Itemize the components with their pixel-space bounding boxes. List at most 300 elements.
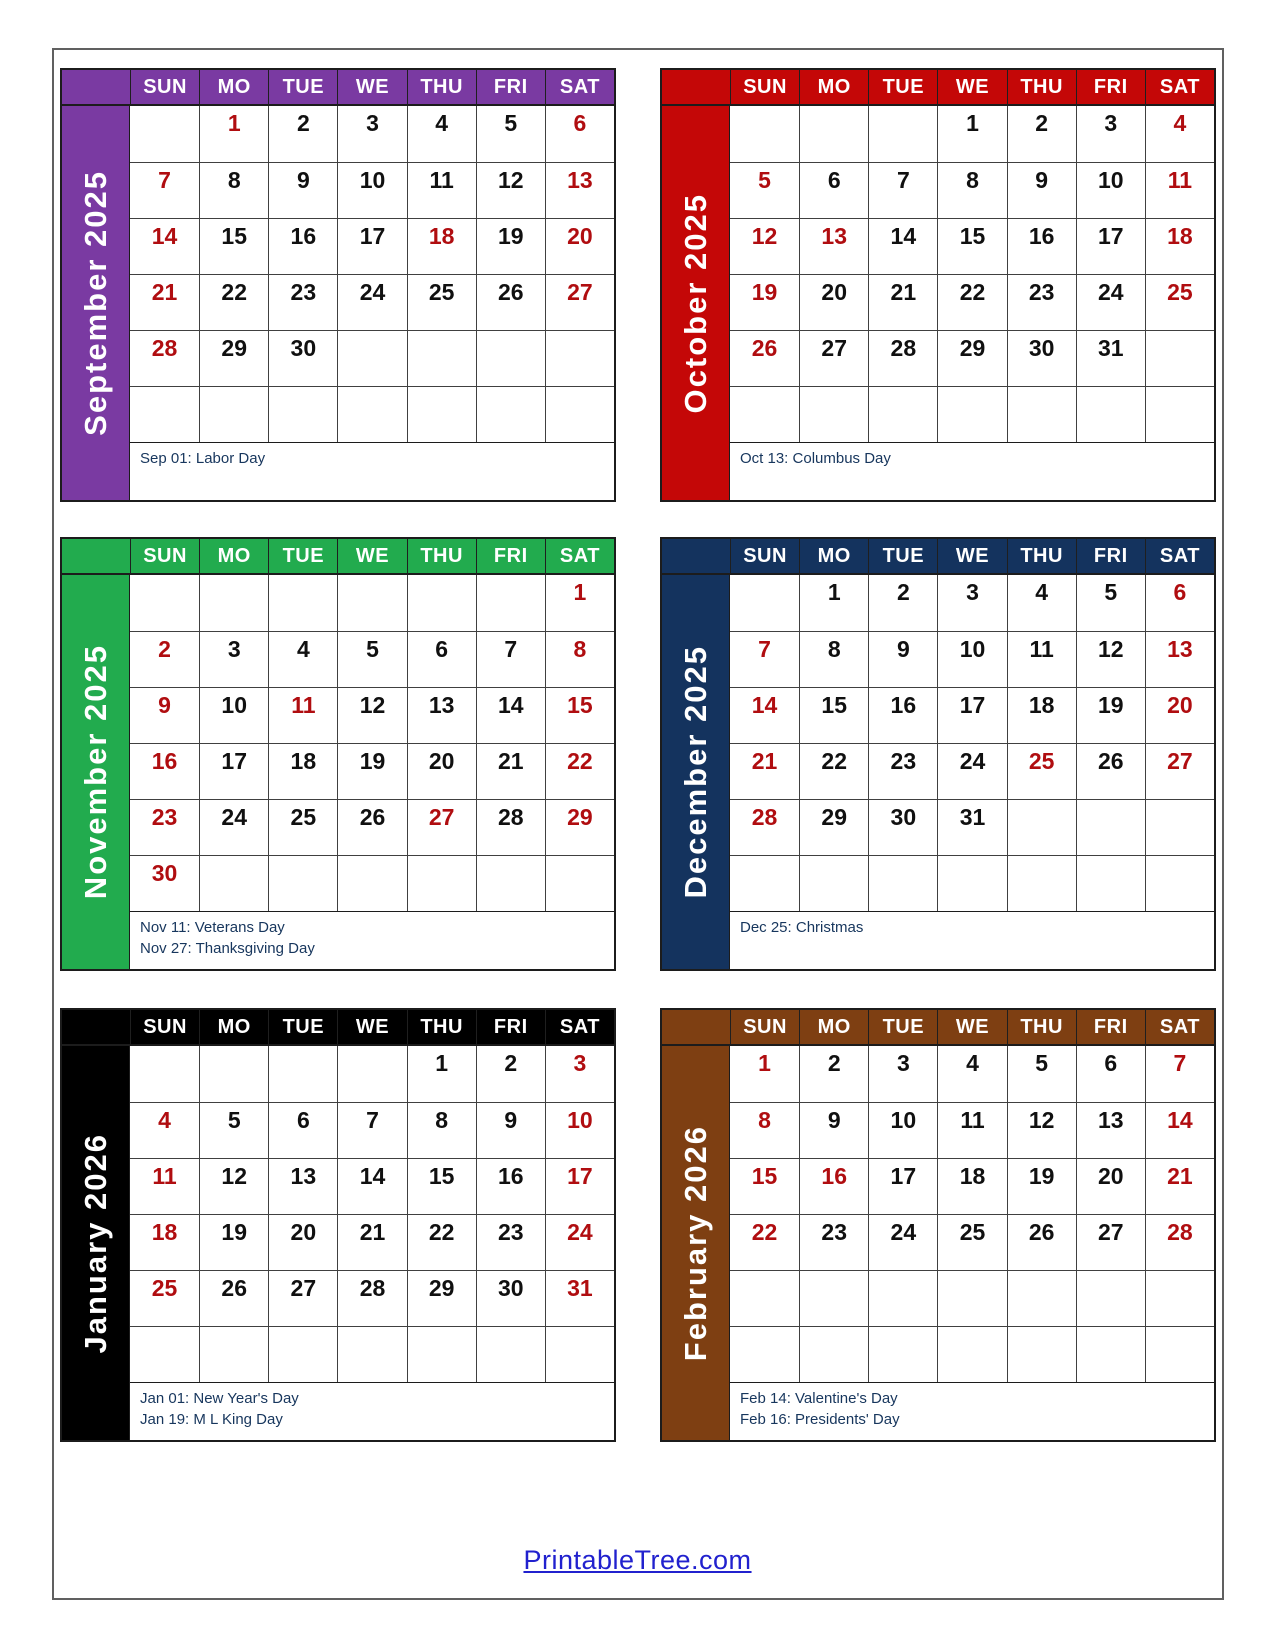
holiday-note: Feb 16: Presidents' Day — [740, 1411, 900, 1428]
date-cell-december-2025-6: 6 — [1145, 575, 1214, 631]
date-cell-january-2026-11: 11 — [130, 1158, 199, 1214]
date-cell-february-2026-4: 4 — [937, 1046, 1006, 1102]
date-cell-october-2025-21: 21 — [868, 274, 937, 330]
date-cell-february-2026-22: 22 — [730, 1214, 799, 1270]
date-cell-october-2025-19: 19 — [730, 274, 799, 330]
empty-date-cell — [1007, 386, 1076, 442]
empty-date-cell — [337, 575, 406, 631]
empty-date-cell — [476, 1326, 545, 1382]
weekday-header-mo: MO — [199, 70, 268, 106]
empty-date-cell — [937, 1270, 1006, 1326]
date-cell-february-2026-6: 6 — [1076, 1046, 1145, 1102]
weekday-header-tue: TUE — [868, 1010, 937, 1046]
date-cell-december-2025-13: 13 — [1145, 631, 1214, 687]
date-cell-september-2025-30: 30 — [268, 330, 337, 386]
weekday-header-mo: MO — [199, 539, 268, 575]
date-cell-february-2026-20: 20 — [1076, 1158, 1145, 1214]
holiday-note: Sep 01: Labor Day — [140, 450, 266, 467]
date-cell-october-2025-12: 12 — [730, 218, 799, 274]
holiday-area — [130, 442, 614, 500]
date-cell-january-2026-3: 3 — [545, 1046, 614, 1102]
empty-date-cell — [199, 1046, 268, 1102]
weekday-header-thu: THU — [1007, 1010, 1076, 1046]
empty-date-cell — [1145, 1326, 1214, 1382]
date-cell-october-2025-27: 27 — [799, 330, 868, 386]
empty-date-cell — [1076, 1270, 1145, 1326]
date-cell-november-2025-19: 19 — [337, 743, 406, 799]
empty-date-cell — [868, 1326, 937, 1382]
empty-date-cell — [868, 855, 937, 911]
date-cell-october-2025-30: 30 — [1007, 330, 1076, 386]
empty-date-cell — [868, 386, 937, 442]
empty-date-cell — [1007, 1270, 1076, 1326]
date-cell-february-2026-18: 18 — [937, 1158, 1006, 1214]
empty-date-cell — [799, 386, 868, 442]
weekday-header-mo: MO — [799, 539, 868, 575]
month-block-february-2026 — [660, 1008, 1216, 1442]
date-cell-february-2026-14: 14 — [1145, 1102, 1214, 1158]
empty-date-cell — [799, 1326, 868, 1382]
date-cell-december-2025-9: 9 — [868, 631, 937, 687]
date-cell-november-2025-3: 3 — [199, 631, 268, 687]
date-cell-february-2026-7: 7 — [1145, 1046, 1214, 1102]
empty-date-cell — [1145, 386, 1214, 442]
date-cell-december-2025-21: 21 — [730, 743, 799, 799]
date-cell-december-2025-11: 11 — [1007, 631, 1076, 687]
holiday-note: Jan 19: M L King Day — [140, 1411, 283, 1428]
empty-date-cell — [868, 106, 937, 162]
date-cell-november-2025-2: 2 — [130, 631, 199, 687]
date-cell-february-2026-15: 15 — [730, 1158, 799, 1214]
date-cell-january-2026-25: 25 — [130, 1270, 199, 1326]
holiday-note: Nov 27: Thanksgiving Day — [140, 940, 315, 957]
date-cell-january-2026-27: 27 — [268, 1270, 337, 1326]
weekday-header-sat: SAT — [545, 70, 614, 106]
date-cell-december-2025-10: 10 — [937, 631, 1006, 687]
weekday-header-sun: SUN — [730, 70, 799, 106]
weekday-header-we: WE — [337, 539, 406, 575]
empty-date-cell — [199, 575, 268, 631]
date-cell-september-2025-20: 20 — [545, 218, 614, 274]
month-corner-cell — [662, 1010, 730, 1046]
date-cell-november-2025-27: 27 — [407, 799, 476, 855]
date-cell-december-2025-8: 8 — [799, 631, 868, 687]
date-cell-december-2025-20: 20 — [1145, 687, 1214, 743]
date-cell-october-2025-15: 15 — [937, 218, 1006, 274]
empty-date-cell — [1076, 1326, 1145, 1382]
month-sidebar — [662, 575, 730, 969]
month-sidebar — [662, 106, 730, 500]
date-cell-october-2025-13: 13 — [799, 218, 868, 274]
empty-date-cell — [1145, 1270, 1214, 1326]
date-cell-february-2026-28: 28 — [1145, 1214, 1214, 1270]
date-cell-january-2026-26: 26 — [199, 1270, 268, 1326]
date-cell-february-2026-19: 19 — [1007, 1158, 1076, 1214]
date-cell-october-2025-31: 31 — [1076, 330, 1145, 386]
weekday-header-fri: FRI — [1076, 70, 1145, 106]
empty-date-cell — [1145, 855, 1214, 911]
date-cell-december-2025-31: 31 — [937, 799, 1006, 855]
date-cell-november-2025-18: 18 — [268, 743, 337, 799]
empty-date-cell — [730, 106, 799, 162]
weekday-header-mo: MO — [799, 1010, 868, 1046]
empty-date-cell — [407, 575, 476, 631]
holiday-area — [730, 911, 1214, 969]
date-cell-january-2026-19: 19 — [199, 1214, 268, 1270]
date-cell-november-2025-5: 5 — [337, 631, 406, 687]
month-corner-cell — [62, 539, 130, 575]
holiday-area — [730, 442, 1214, 500]
date-cell-november-2025-11: 11 — [268, 687, 337, 743]
date-cell-september-2025-15: 15 — [199, 218, 268, 274]
date-cell-october-2025-23: 23 — [1007, 274, 1076, 330]
date-cell-december-2025-2: 2 — [868, 575, 937, 631]
month-sidebar — [662, 1046, 730, 1440]
date-cell-november-2025-28: 28 — [476, 799, 545, 855]
date-cell-october-2025-11: 11 — [1145, 162, 1214, 218]
date-cell-november-2025-20: 20 — [407, 743, 476, 799]
date-cell-september-2025-11: 11 — [407, 162, 476, 218]
holiday-note: Nov 11: Veterans Day — [140, 919, 285, 936]
date-cell-november-2025-25: 25 — [268, 799, 337, 855]
date-cell-september-2025-28: 28 — [130, 330, 199, 386]
date-cell-september-2025-25: 25 — [407, 274, 476, 330]
date-cell-september-2025-26: 26 — [476, 274, 545, 330]
empty-date-cell — [130, 106, 199, 162]
empty-date-cell — [545, 386, 614, 442]
date-cell-december-2025-29: 29 — [799, 799, 868, 855]
date-cell-february-2026-3: 3 — [868, 1046, 937, 1102]
empty-date-cell — [937, 1326, 1006, 1382]
weekday-header-tue: TUE — [268, 70, 337, 106]
holiday-area — [130, 1382, 614, 1440]
date-cell-december-2025-14: 14 — [730, 687, 799, 743]
date-cell-december-2025-28: 28 — [730, 799, 799, 855]
date-cell-february-2026-2: 2 — [799, 1046, 868, 1102]
date-cell-november-2025-30: 30 — [130, 855, 199, 911]
date-cell-january-2026-2: 2 — [476, 1046, 545, 1102]
date-cell-october-2025-4: 4 — [1145, 106, 1214, 162]
empty-date-cell — [545, 855, 614, 911]
date-cell-september-2025-9: 9 — [268, 162, 337, 218]
date-cell-february-2026-27: 27 — [1076, 1214, 1145, 1270]
weekday-header-thu: THU — [407, 1010, 476, 1046]
date-cell-october-2025-7: 7 — [868, 162, 937, 218]
date-cell-january-2026-21: 21 — [337, 1214, 406, 1270]
date-cell-october-2025-18: 18 — [1145, 218, 1214, 274]
weekday-header-fri: FRI — [476, 1010, 545, 1046]
weekday-header-sat: SAT — [1145, 1010, 1214, 1046]
date-cell-february-2026-10: 10 — [868, 1102, 937, 1158]
empty-date-cell — [268, 855, 337, 911]
date-cell-october-2025-2: 2 — [1007, 106, 1076, 162]
date-cell-november-2025-10: 10 — [199, 687, 268, 743]
month-block-january-2026 — [60, 1008, 616, 1442]
holiday-note: Oct 13: Columbus Day — [740, 450, 891, 467]
date-cell-january-2026-20: 20 — [268, 1214, 337, 1270]
weekday-header-sat: SAT — [1145, 70, 1214, 106]
empty-date-cell — [268, 1326, 337, 1382]
date-cell-november-2025-16: 16 — [130, 743, 199, 799]
date-cell-september-2025-17: 17 — [337, 218, 406, 274]
month-sidebar — [62, 575, 130, 969]
empty-date-cell — [799, 1270, 868, 1326]
month-title: February 2026 — [677, 1124, 713, 1362]
month-block-december-2025 — [660, 537, 1216, 971]
date-cell-november-2025-6: 6 — [407, 631, 476, 687]
weekday-header-fri: FRI — [476, 539, 545, 575]
date-cell-october-2025-16: 16 — [1007, 218, 1076, 274]
weekday-header-sun: SUN — [130, 70, 199, 106]
weekday-header-tue: TUE — [268, 1010, 337, 1046]
month-sidebar — [62, 106, 130, 500]
empty-date-cell — [407, 330, 476, 386]
month-corner-cell — [62, 1010, 130, 1046]
empty-date-cell — [730, 1326, 799, 1382]
date-cell-february-2026-23: 23 — [799, 1214, 868, 1270]
date-cell-december-2025-12: 12 — [1076, 631, 1145, 687]
empty-date-cell — [130, 386, 199, 442]
date-cell-december-2025-30: 30 — [868, 799, 937, 855]
date-cell-september-2025-3: 3 — [337, 106, 406, 162]
date-cell-october-2025-26: 26 — [730, 330, 799, 386]
date-cell-february-2026-16: 16 — [799, 1158, 868, 1214]
holiday-area — [730, 1382, 1214, 1440]
date-cell-february-2026-17: 17 — [868, 1158, 937, 1214]
date-cell-october-2025-20: 20 — [799, 274, 868, 330]
date-cell-november-2025-15: 15 — [545, 687, 614, 743]
date-cell-february-2026-5: 5 — [1007, 1046, 1076, 1102]
empty-date-cell — [337, 386, 406, 442]
date-cell-september-2025-27: 27 — [545, 274, 614, 330]
weekday-header-thu: THU — [407, 539, 476, 575]
date-cell-september-2025-13: 13 — [545, 162, 614, 218]
empty-date-cell — [1076, 386, 1145, 442]
date-cell-january-2026-7: 7 — [337, 1102, 406, 1158]
weekday-header-sun: SUN — [730, 539, 799, 575]
empty-date-cell — [1007, 799, 1076, 855]
date-cell-october-2025-28: 28 — [868, 330, 937, 386]
date-cell-december-2025-15: 15 — [799, 687, 868, 743]
date-cell-november-2025-7: 7 — [476, 631, 545, 687]
date-cell-february-2026-12: 12 — [1007, 1102, 1076, 1158]
weekday-header-sat: SAT — [1145, 539, 1214, 575]
month-title: January 2026 — [77, 1132, 113, 1354]
empty-date-cell — [545, 1326, 614, 1382]
date-cell-september-2025-2: 2 — [268, 106, 337, 162]
date-cell-february-2026-1: 1 — [730, 1046, 799, 1102]
empty-date-cell — [730, 1270, 799, 1326]
date-cell-september-2025-24: 24 — [337, 274, 406, 330]
date-cell-november-2025-24: 24 — [199, 799, 268, 855]
date-cell-september-2025-21: 21 — [130, 274, 199, 330]
date-cell-january-2026-1: 1 — [407, 1046, 476, 1102]
date-cell-january-2026-6: 6 — [268, 1102, 337, 1158]
date-cell-october-2025-3: 3 — [1076, 106, 1145, 162]
empty-date-cell — [337, 1046, 406, 1102]
empty-date-cell — [130, 1326, 199, 1382]
date-cell-january-2026-12: 12 — [199, 1158, 268, 1214]
date-cell-november-2025-9: 9 — [130, 687, 199, 743]
date-cell-november-2025-22: 22 — [545, 743, 614, 799]
date-cell-february-2026-8: 8 — [730, 1102, 799, 1158]
empty-date-cell — [268, 1046, 337, 1102]
date-cell-january-2026-14: 14 — [337, 1158, 406, 1214]
empty-date-cell — [337, 1326, 406, 1382]
empty-date-cell — [337, 855, 406, 911]
footer — [0, 1545, 1275, 1576]
date-cell-november-2025-21: 21 — [476, 743, 545, 799]
empty-date-cell — [799, 855, 868, 911]
date-cell-september-2025-16: 16 — [268, 218, 337, 274]
date-cell-february-2026-26: 26 — [1007, 1214, 1076, 1270]
date-cell-january-2026-8: 8 — [407, 1102, 476, 1158]
date-cell-january-2026-29: 29 — [407, 1270, 476, 1326]
date-cell-october-2025-29: 29 — [937, 330, 1006, 386]
month-block-september-2025 — [60, 68, 616, 502]
holiday-note: Jan 01: New Year's Day — [140, 1390, 299, 1407]
date-cell-december-2025-4: 4 — [1007, 575, 1076, 631]
date-cell-september-2025-29: 29 — [199, 330, 268, 386]
date-cell-january-2026-23: 23 — [476, 1214, 545, 1270]
empty-date-cell — [407, 1326, 476, 1382]
weekday-header-mo: MO — [799, 70, 868, 106]
holiday-note: Dec 25: Christmas — [740, 919, 864, 936]
footer-link[interactable]: PrintableTree.com — [523, 1545, 752, 1575]
empty-date-cell — [130, 575, 199, 631]
date-cell-november-2025-13: 13 — [407, 687, 476, 743]
empty-date-cell — [407, 386, 476, 442]
date-cell-september-2025-19: 19 — [476, 218, 545, 274]
date-cell-january-2026-4: 4 — [130, 1102, 199, 1158]
empty-date-cell — [730, 855, 799, 911]
date-cell-october-2025-9: 9 — [1007, 162, 1076, 218]
weekday-header-tue: TUE — [868, 70, 937, 106]
date-cell-october-2025-22: 22 — [937, 274, 1006, 330]
date-cell-november-2025-23: 23 — [130, 799, 199, 855]
date-cell-october-2025-8: 8 — [937, 162, 1006, 218]
empty-date-cell — [1007, 1326, 1076, 1382]
month-title: September 2025 — [77, 170, 113, 436]
empty-date-cell — [476, 575, 545, 631]
date-cell-january-2026-5: 5 — [199, 1102, 268, 1158]
empty-date-cell — [937, 855, 1006, 911]
date-cell-december-2025-26: 26 — [1076, 743, 1145, 799]
date-cell-december-2025-17: 17 — [937, 687, 1006, 743]
date-cell-february-2026-24: 24 — [868, 1214, 937, 1270]
date-cell-december-2025-22: 22 — [799, 743, 868, 799]
date-cell-january-2026-17: 17 — [545, 1158, 614, 1214]
weekday-header-fri: FRI — [476, 70, 545, 106]
date-cell-february-2026-21: 21 — [1145, 1158, 1214, 1214]
date-cell-december-2025-25: 25 — [1007, 743, 1076, 799]
empty-date-cell — [199, 855, 268, 911]
date-cell-october-2025-10: 10 — [1076, 162, 1145, 218]
date-cell-november-2025-4: 4 — [268, 631, 337, 687]
month-title: November 2025 — [77, 644, 113, 900]
date-cell-february-2026-9: 9 — [799, 1102, 868, 1158]
date-cell-january-2026-10: 10 — [545, 1102, 614, 1158]
weekday-header-tue: TUE — [268, 539, 337, 575]
date-cell-january-2026-30: 30 — [476, 1270, 545, 1326]
date-cell-january-2026-24: 24 — [545, 1214, 614, 1270]
date-cell-december-2025-27: 27 — [1145, 743, 1214, 799]
weekday-header-sat: SAT — [545, 1010, 614, 1046]
date-cell-october-2025-5: 5 — [730, 162, 799, 218]
date-cell-january-2026-9: 9 — [476, 1102, 545, 1158]
date-cell-december-2025-3: 3 — [937, 575, 1006, 631]
date-cell-january-2026-31: 31 — [545, 1270, 614, 1326]
date-cell-october-2025-1: 1 — [937, 106, 1006, 162]
date-cell-december-2025-1: 1 — [799, 575, 868, 631]
weekday-header-fri: FRI — [1076, 1010, 1145, 1046]
empty-date-cell — [476, 386, 545, 442]
empty-date-cell — [199, 386, 268, 442]
empty-date-cell — [199, 1326, 268, 1382]
weekday-header-thu: THU — [1007, 539, 1076, 575]
empty-date-cell — [337, 330, 406, 386]
empty-date-cell — [1076, 855, 1145, 911]
weekday-header-mo: MO — [199, 1010, 268, 1046]
date-cell-october-2025-14: 14 — [868, 218, 937, 274]
empty-date-cell — [1076, 799, 1145, 855]
date-cell-september-2025-12: 12 — [476, 162, 545, 218]
date-cell-february-2026-13: 13 — [1076, 1102, 1145, 1158]
date-cell-december-2025-16: 16 — [868, 687, 937, 743]
date-cell-january-2026-15: 15 — [407, 1158, 476, 1214]
weekday-header-sun: SUN — [730, 1010, 799, 1046]
date-cell-january-2026-13: 13 — [268, 1158, 337, 1214]
weekday-header-thu: THU — [1007, 70, 1076, 106]
date-cell-october-2025-17: 17 — [1076, 218, 1145, 274]
empty-date-cell — [1007, 855, 1076, 911]
date-cell-december-2025-19: 19 — [1076, 687, 1145, 743]
empty-date-cell — [730, 386, 799, 442]
empty-date-cell — [130, 1046, 199, 1102]
holiday-note: Feb 14: Valentine's Day — [740, 1390, 898, 1407]
weekday-header-we: WE — [337, 1010, 406, 1046]
date-cell-september-2025-5: 5 — [476, 106, 545, 162]
date-cell-november-2025-12: 12 — [337, 687, 406, 743]
month-title: October 2025 — [677, 192, 713, 414]
date-cell-november-2025-29: 29 — [545, 799, 614, 855]
month-corner-cell — [62, 70, 130, 106]
date-cell-september-2025-6: 6 — [545, 106, 614, 162]
empty-date-cell — [1145, 799, 1214, 855]
month-sidebar — [62, 1046, 130, 1440]
date-cell-december-2025-23: 23 — [868, 743, 937, 799]
date-cell-december-2025-7: 7 — [730, 631, 799, 687]
date-cell-october-2025-25: 25 — [1145, 274, 1214, 330]
weekday-header-tue: TUE — [868, 539, 937, 575]
date-cell-january-2026-18: 18 — [130, 1214, 199, 1270]
date-cell-september-2025-10: 10 — [337, 162, 406, 218]
date-cell-september-2025-22: 22 — [199, 274, 268, 330]
empty-date-cell — [545, 330, 614, 386]
date-cell-september-2025-4: 4 — [407, 106, 476, 162]
weekday-header-fri: FRI — [1076, 539, 1145, 575]
date-cell-february-2026-25: 25 — [937, 1214, 1006, 1270]
date-cell-november-2025-26: 26 — [337, 799, 406, 855]
empty-date-cell — [799, 106, 868, 162]
empty-date-cell — [268, 575, 337, 631]
date-cell-september-2025-7: 7 — [130, 162, 199, 218]
date-cell-september-2025-14: 14 — [130, 218, 199, 274]
date-cell-december-2025-24: 24 — [937, 743, 1006, 799]
date-cell-september-2025-18: 18 — [407, 218, 476, 274]
date-cell-september-2025-1: 1 — [199, 106, 268, 162]
date-cell-october-2025-6: 6 — [799, 162, 868, 218]
